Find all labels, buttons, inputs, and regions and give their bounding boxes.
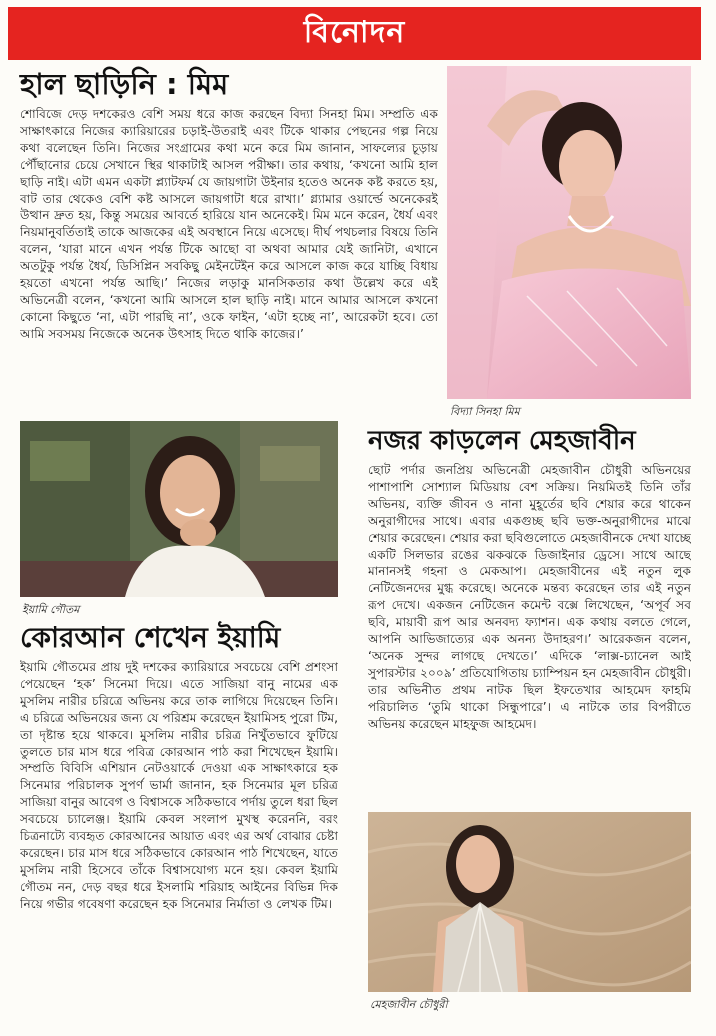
yami-photo-caption: ইয়ামি গৌতম (22, 603, 80, 616)
mim-headline: হাল ছাড়িনি : মিম (20, 67, 229, 101)
mim-body: শোবিজে দেড় দশকেরও বেশি সময় ধরে কাজ করছেন বিদ্যা সিনহা মিম। সম্প্রতি এক সাক্ষাৎকারে নিজের ক্যারিয়ারের চড়াই-উতরাই এবং টিকে থাকার পেছনের গল্প নিয়ে কথা বলেছেন তিনি। নিজের সংগ্রামের কথা মনে করে মিম জানান, সাফল্যের চূড়ায় পৌঁছানোর চেয়ে সেখানে স্থির থাকাটাই আসল পরীক্ষা। তার কথায়, ‘কখনো আমি হাল ছাড়ি নাই। এটা এমন একটা প্ল্যাটফর্ম যে জায়গাটা উইনার হতেও অনেক কষ্ট করতে হয়, বাট তার থেকেও বেশি কষ্ট আসলে জায়গাটা ধরে রাখা।’ গ্ল্যামার ওয়ার্ল্ডে অনেকেরই উত্থান দ্রুত হয়, কিন্তু সময়ের আবর্তে হারিয়ে যান অনেকেই। মিম মনে করেন, ধৈর্য এবং নিয়মানুবর্তিতাই তাকে আজকের এই অবস্থানে নিয়ে এসেছে। দীর্ঘ পথচলার বিষয়ে তিনি বলেন, ‘যারা মানে এখন পর্যন্ত টিকে আছো বা অথবা আমার যেই জানিটা, এখানে অতটুকু পর্যন্ত ধৈর্য, ডিসিপ্লিন সবকিছু মেইনটেইন করে আসলে কাজ করে যাচ্ছি বিধায় হয়তো এখনো পর্যন্ত আছি।’ নিজের লড়াকু মানসিকতার কথা উল্লেখ করে এই অভিনেত্রী বলেন, ‘কখনো আমি আসলে হাল ছাড়ি নাই। মানে আমার আসলে কখনো কোনো কিছুতে ‘না, এটা পারছি না’, ওকে ফাইন, ‘এটা হচ্ছে না’, আরেকটা হবে। তো আমি সবসময় নিজেকে অনেক উৎসাহ দিতে থাকি কাজের।’ (20, 107, 438, 341)
mehazabien-photo (368, 812, 691, 992)
mim-photo-caption: বিদ্যা সিনহা মিম (450, 405, 520, 418)
section-banner (8, 7, 701, 60)
section-title: বিনোদন (303, 15, 406, 50)
mehazabien-headline: নজর কাড়লেন মেহজাবীন (368, 426, 636, 456)
mehazabien-photo-caption: মেহজাবীন চৌধুরী (370, 998, 448, 1011)
mim-photo (447, 66, 691, 399)
yami-headline: কোরআন শেখেন ইয়ামি (20, 621, 281, 654)
mehazabien-body: ছোট পর্দার জনপ্রিয় অভিনেত্রী মেহজাবীন চৌধুরী অভিনয়ের পাশাপাশি সোশ্যাল মিডিয়ায় বেশ সক্রিয়। নিয়মিতই তিনি তাঁর অভিনয়, ব্যক্তি জীবন ও নানা মুহূর্তের ছবি শেয়ার করে থাকেন অনুরাগীদের সাথে। এবার একগুচ্ছ ছবি ভক্ত-অনুরাগীদের মাঝে শেয়ার করেছেন। শেয়ার করা ছবিগুলোতে মেহজাবীনকে দেখা যাচ্ছে একটি সিলভার রঙের ঝকঝকে ডিজাইনার ড্রেসে। সাথে আছে মানানসই গহনা ও মেকআপ। মেহজাবীনের এই নতুন লুক নেটিজেনদের মুগ্ধ করেছে। অনেকে মন্তব্য করেছেন তার এই নতুন রূপ দেখে। একজন নেটিজেন কমেন্ট বক্সে লিখেছেন, ‘অপূর্ব সব ছবি, মায়াবী রূপ আর অনবদ্য ফ্যাশন। এক কথায় বলতে গেলে, আপনি আভিজাত্যের এক অনন্য উদাহরণ।’ আরেকজন বলেন, ‘অনেক সুন্দর লাগছে দেখতে।’ এদিকে ‘লাক্স-চ্যানেল আই সুপারস্টার ২০০৯’ প্রতিযোগিতায় চ্যাম্পিয়ন হন মেহজাবীন চৌধুরী। তার অভিনীত প্রথম নাটক ছিল ইফতেখার আহমেদ ফাহমি পরিচালিত ‘তুমি থাকো সিন্ধুপারে’। এ নাটকে তার বিপরীতে অভিনয় করেছেন মাহফুজ আহমেদ। (368, 463, 691, 731)
yami-body: ইয়ামি গৌতমের প্রায় দুই দশকের ক্যারিয়ারে সবচেয়ে বেশি প্রশংসা পেয়েছেন ‘হক’ সিনেমা দিয়ে। এতে সাজিয়া বানু নামের এক মুসলিম নারীর চরিত্রে অভিনয় করে তাক লাগিয়ে দিয়েছেন তিনি। এ চরিত্রে অভিনয়ের জন্য যে পরিশ্রম করেছেন ইয়ামিসহ পুরো টিম, তা দৃষ্টান্ত হয়ে থাকবে। মুসলিম নারীর চরিত্র নিখুঁতভাবে ফুটিয়ে তুলতে চার মাস ধরে পবিত্র কোরআন পাঠ করা শিখেছেন ইয়ামি। সম্প্রতি বিবিসি এশিয়ান নেটওয়ার্কে দেওয়া এক সাক্ষাৎকারে হক সিনেমার পরিচালক সুপর্ণ ভার্মা জানান, হক সিনেমার মূল চরিত্র সাজিয়া বানুর আবেগ ও বিশ্বাসকে সঠিকভাবে পর্দায় তুলে ধরা ছিল সবচেয়ে চ্যালেঞ্জ। ইয়ামি কেবল সংলাপ মুখস্থ করেননি, বরং চিত্রনাট্যে ব্যবহৃত কোরআনের আয়াত এবং এর অর্থ বোঝার চেষ্টা করেছেন। চার মাস ধরে সঠিকভাবে কোরআন পাঠ শিখেছেন, যাতে মুসলিম নারী হিসেবে তাঁকে বিশ্বাসযোগ্য মনে হয়। কেবল ইয়ামি গৌতম নন, দেড় বছর ধরে ইসলামি শরিয়াহ আইনের বিভিন্ন দিক নিয়ে গভীর গবেষণা করেছেন হক সিনেমার নির্মাতা ও লেখক টিম। (20, 660, 338, 911)
yami-photo (20, 421, 338, 597)
